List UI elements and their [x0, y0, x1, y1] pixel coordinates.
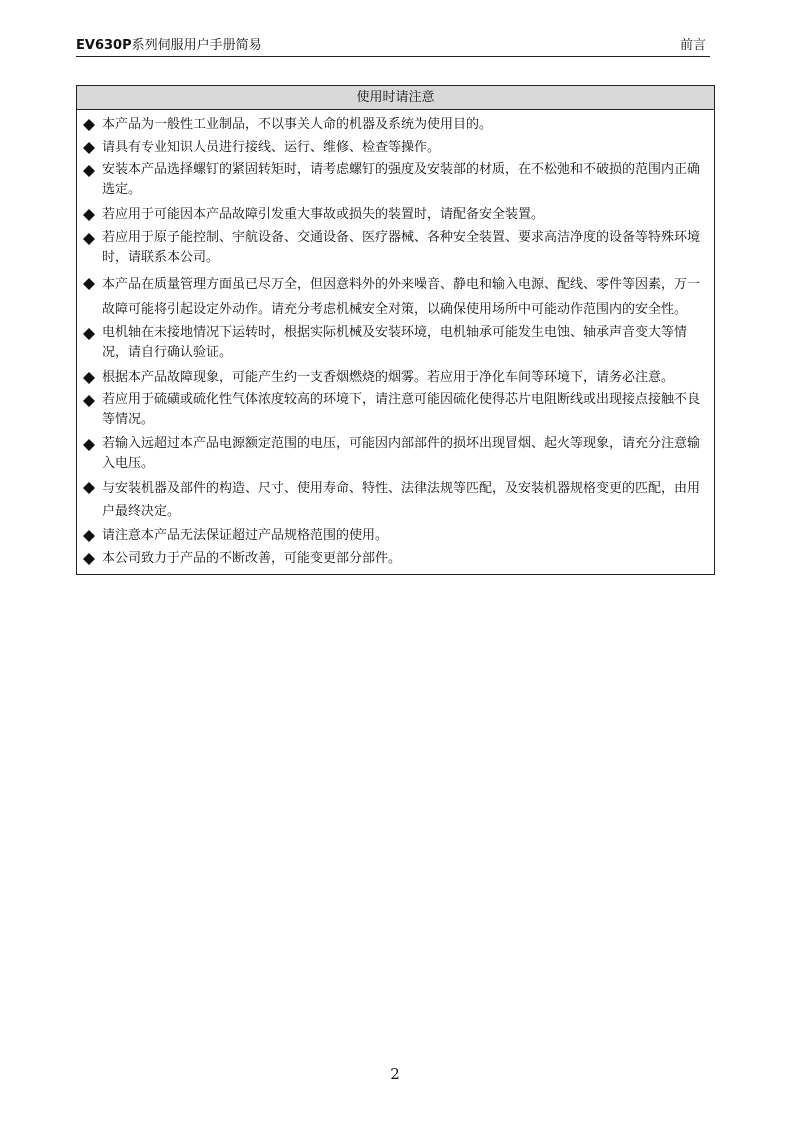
header-title: [76, 38, 262, 54]
diamond-bullet-icon: [83, 233, 95, 245]
notice-item: [77, 323, 714, 363]
notice-item-text: 与安装机器及部件的构造、尺寸、使用寿命、特性、法律法规等匹配，及安装机器规格变更的匹配，由用户最终决定。: [102, 481, 701, 519]
header-model: EV630P: [76, 38, 132, 53]
diamond-bullet-icon: [83, 439, 95, 451]
notice-item: [77, 228, 714, 268]
notice-item-text: 请注意本产品无法保证超过产品规格范围的使用。: [102, 528, 389, 543]
notice-title: 使用时请注意: [77, 86, 714, 110]
notice-item-text: 若输入远超过本产品电源额定范围的电压，可能因内部部件的损坏出现冒烟、起火等现象，请充分注意输入电压。: [102, 436, 701, 471]
notice-item: [77, 137, 714, 159]
page-number: 2: [390, 1065, 400, 1083]
notice-item-text: 请具有专业知识人员进行接线、运行、维修、检查等操作。: [102, 140, 441, 155]
notice-item: [77, 114, 714, 136]
notice-item-text: 若应用于可能因本产品故障引发重大事故或损失的装置时，请配备安全装置。: [102, 207, 545, 222]
notice-item-text: 若应用于原子能控制、宇航设备、交通设备、医疗器械、各种安全装置、要求高洁净度的设备等特殊环境时，请联系本公司。: [102, 230, 701, 265]
notice-item-text: 本产品在质量管理方面虽已尽万全，但因意料外的外来噪音、静电和输入电源、配线、零件等因素，万一故障可能将引起设定外动作。请充分考虑机械安全对策，以确保使用场所中可能动作范围内的安全性。: [102, 277, 701, 317]
page-header: [76, 36, 710, 57]
header-section: 前言: [679, 38, 706, 53]
notice-item: [77, 204, 714, 226]
notice-item: [77, 434, 714, 474]
diamond-bullet-icon: [83, 209, 95, 221]
notice-item: [77, 477, 714, 523]
notice-item-text: 若应用于硫磺或硫化性气体浓度较高的环境下，请注意可能因硫化使得芯片电阻断线或出现接点接触不良等情况。: [102, 392, 701, 427]
diamond-bullet-icon: [83, 482, 95, 494]
notice-item-text: 电机轴在未接地情况下运转时，根据实际机械及安装环境，电机轴承可能发生电蚀、轴承声音变大等情况，请自行确认验证。: [102, 325, 688, 360]
notice-item-text: 本公司致力于产品的不断改善，可能变更部分部件。: [102, 551, 402, 566]
diamond-bullet-icon: [83, 372, 95, 384]
notice-item-text: 本产品为一般性工业制品，不以事关人命的机器及系统为使用目的。: [102, 117, 493, 132]
header-doc-title: 系列伺服用户手册简易: [131, 38, 262, 53]
diamond-bullet-icon: [83, 553, 95, 565]
diamond-bullet-icon: [83, 142, 95, 154]
diamond-bullet-icon: [83, 165, 95, 177]
notice-item: [77, 548, 714, 570]
notice-item: [77, 525, 714, 547]
notice-item: [77, 390, 714, 430]
diamond-bullet-icon: [83, 119, 95, 131]
diamond-bullet-icon: [83, 530, 95, 542]
notice-item: [77, 272, 714, 322]
diamond-bullet-icon: [83, 278, 95, 290]
usage-notice-table: [76, 85, 715, 575]
diamond-bullet-icon: [83, 395, 95, 407]
diamond-bullet-icon: [83, 328, 95, 340]
notice-item: [77, 367, 714, 389]
notice-item: [77, 160, 714, 200]
notice-item-text: 根据本产品故障现象，可能产生约一支香烟燃烧的烟雾。若应用于净化车间等环境下，请务必注意。: [102, 370, 675, 385]
notice-item-text: 安装本产品选择螺钉的紧固转矩时，请考虑螺钉的强度及安装部的材质，在不松弛和不破损的范围内正确选定。: [102, 162, 701, 197]
